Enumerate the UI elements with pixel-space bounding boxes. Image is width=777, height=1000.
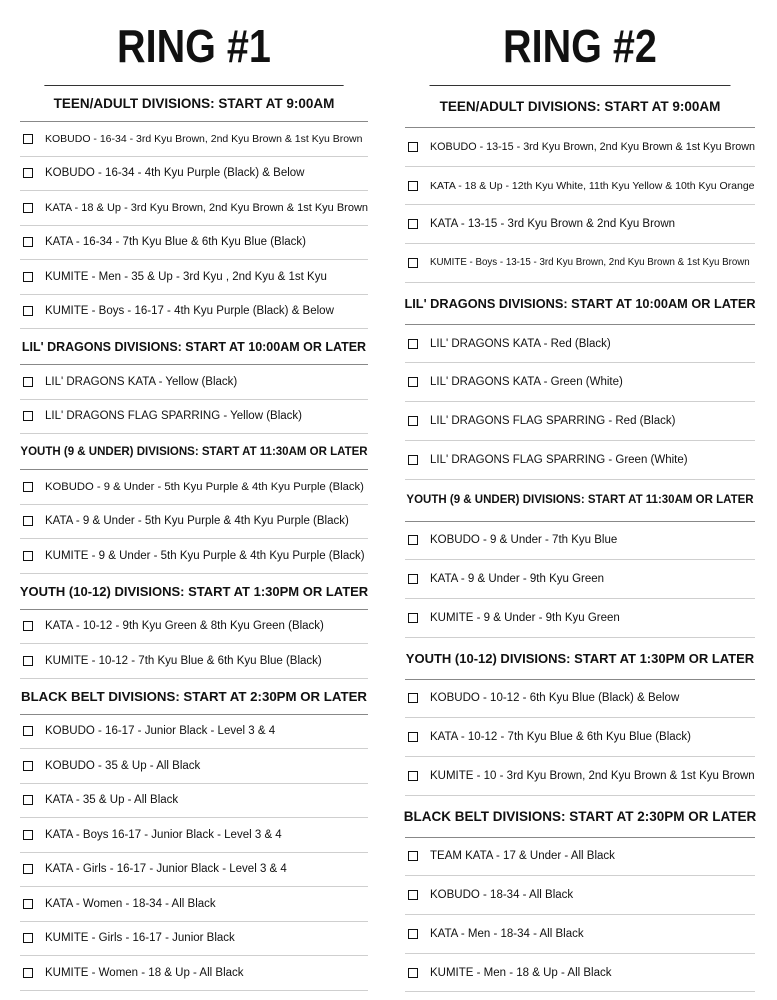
division-label: KUMITE - Men - 35 & Up - 3rd Kyu , 2nd Kyu & 1st Kyu — [45, 270, 327, 283]
division-label: KATA - 35 & Up - All Black — [45, 794, 179, 807]
checkbox-icon[interactable] — [408, 455, 418, 465]
division-item — [405, 954, 755, 993]
division-label: TEAM KATA - 17 & Under - All Black — [430, 850, 615, 863]
division-label: KOBUDO - 9 & Under - 7th Kyu Blue — [430, 534, 618, 547]
division-item — [20, 157, 368, 192]
section-heading: TEEN/ADULT DIVISIONS: START AT 9:00AM — [405, 86, 755, 128]
division-label: KATA - 18 & Up - 12th Kyu White, 11th Kyu Yellow & 10th Kyu Orange — [430, 179, 755, 192]
checkbox-icon[interactable] — [408, 142, 418, 152]
checkbox-icon[interactable] — [23, 168, 33, 178]
division-item — [405, 244, 755, 283]
division-label: KOBUDO - 16-34 - 4th Kyu Purple (Black) & Below — [45, 167, 305, 180]
division-label: KATA - Girls - 16-17 - Junior Black - Level 3 & 4 — [45, 863, 287, 876]
checkbox-icon[interactable] — [23, 726, 33, 736]
division-label: KATA - 16-34 - 7th Kyu Blue & 6th Kyu Blue (Black) — [45, 236, 307, 249]
checkbox-icon[interactable] — [408, 416, 418, 426]
division-item — [405, 915, 755, 954]
checkbox-icon[interactable] — [408, 377, 418, 387]
division-label: KUMITE - 10-12 - 7th Kyu Blue & 6th Kyu Blue (Black) — [45, 654, 322, 667]
checkbox-icon[interactable] — [23, 516, 33, 526]
division-item — [405, 363, 755, 402]
checkbox-icon[interactable] — [23, 830, 33, 840]
division-item — [20, 226, 368, 261]
division-label: KOBUDO - 13-15 - 3rd Kyu Brown, 2nd Kyu Brown & 1st Kyu Brown — [430, 140, 756, 153]
division-item — [20, 260, 368, 295]
division-label: LIL' DRAGONS KATA - Green (White) — [430, 376, 623, 389]
division-label: KATA - 10-12 - 9th Kyu Green & 8th Kyu Green (Black) — [45, 620, 324, 633]
division-label: KUMITE - Boys - 16-17 - 4th Kyu Purple (Black) & Below — [45, 305, 334, 318]
division-item — [20, 400, 368, 435]
division-label: KUMITE - 9 & Under - 5th Kyu Purple & 4th Kyu Purple (Black) — [45, 549, 365, 562]
division-label: KOBUDO - 9 & Under - 5th Kyu Purple & 4th Kyu Purple (Black) — [45, 480, 364, 493]
division-item — [20, 715, 368, 750]
division-item — [405, 599, 755, 638]
division-item — [20, 295, 368, 330]
division-item — [405, 205, 755, 244]
division-item — [405, 441, 755, 480]
division-item — [20, 818, 368, 853]
section-heading: LIL' DRAGONS DIVISIONS: START AT 10:00AM OR LATER — [20, 329, 368, 365]
checkbox-icon[interactable] — [23, 306, 33, 316]
division-item — [20, 470, 368, 505]
division-item — [20, 122, 368, 157]
checkbox-icon[interactable] — [408, 535, 418, 545]
checkbox-icon[interactable] — [23, 761, 33, 771]
division-item — [405, 838, 755, 877]
section-heading: LIL' DRAGONS DIVISIONS: START AT 10:00AM OR LATER — [405, 283, 755, 325]
checkbox-icon[interactable] — [23, 621, 33, 631]
division-label: KOBUDO - 35 & Up - All Black — [45, 759, 201, 772]
division-item — [20, 539, 368, 574]
checkbox-icon[interactable] — [408, 968, 418, 978]
ring-1-title: RING #1 — [44, 0, 343, 86]
checkbox-icon[interactable] — [23, 377, 33, 387]
division-item — [405, 718, 755, 757]
ring-1-list — [20, 86, 368, 991]
checkbox-icon[interactable] — [23, 134, 33, 144]
checkbox-icon[interactable] — [23, 411, 33, 421]
division-item — [20, 644, 368, 679]
checkbox-icon[interactable] — [408, 339, 418, 349]
division-label: KOBUDO - 16-34 - 3rd Kyu Brown, 2nd Kyu Brown & 1st Kyu Brown — [45, 132, 363, 145]
checkbox-icon[interactable] — [408, 851, 418, 861]
division-item — [20, 610, 368, 645]
division-item — [405, 128, 755, 167]
division-item — [20, 956, 368, 991]
checkbox-icon[interactable] — [23, 272, 33, 282]
division-item — [20, 191, 368, 226]
division-label: KUMITE - Boys - 13-15 - 3rd Kyu Brown, 2nd Kyu Brown & 1st Kyu Brown — [430, 257, 750, 269]
division-item — [20, 784, 368, 819]
ring-2-title: RING #2 — [430, 0, 731, 86]
section-heading: BLACK BELT DIVISIONS: START AT 2:30PM OR LATER — [405, 796, 755, 838]
checkbox-icon[interactable] — [408, 613, 418, 623]
division-item — [20, 749, 368, 784]
division-item — [20, 887, 368, 922]
checkbox-icon[interactable] — [408, 574, 418, 584]
ring-1-column — [20, 0, 368, 1000]
division-item — [405, 402, 755, 441]
division-item — [405, 167, 755, 206]
division-item — [20, 922, 368, 957]
ring-2-column — [405, 0, 755, 1000]
division-label: KUMITE - Men - 18 & Up - All Black — [430, 966, 612, 979]
division-label: LIL' DRAGONS KATA - Red (Black) — [430, 337, 611, 350]
division-label: KUMITE - Women - 18 & Up - All Black — [45, 966, 244, 979]
division-item — [20, 505, 368, 540]
checkbox-icon[interactable] — [408, 181, 418, 191]
division-label: LIL' DRAGONS FLAG SPARRING - Yellow (Black) — [45, 410, 302, 423]
division-item — [405, 680, 755, 719]
division-label: KATA - 10-12 - 7th Kyu Blue & 6th Kyu Blue (Black) — [430, 731, 692, 744]
division-item — [20, 365, 368, 400]
division-label: KATA - Men - 18-34 - All Black — [430, 927, 584, 940]
checkbox-icon[interactable] — [23, 864, 33, 874]
section-heading: YOUTH (10-12) DIVISIONS: START AT 1:30PM OR LATER — [20, 574, 368, 610]
section-heading: TEEN/ADULT DIVISIONS: START AT 9:00AM — [20, 86, 368, 122]
checkbox-icon[interactable] — [408, 929, 418, 939]
division-label: KATA - 18 & Up - 3rd Kyu Brown, 2nd Kyu Brown & 1st Kyu Brown — [45, 201, 369, 214]
division-label: KATA - 13-15 - 3rd Kyu Brown & 2nd Kyu Brown — [430, 218, 676, 231]
checkbox-icon[interactable] — [23, 968, 33, 978]
checkbox-icon[interactable] — [408, 693, 418, 703]
division-label: KATA - Women - 18-34 - All Black — [45, 897, 216, 910]
division-item — [20, 853, 368, 888]
checkbox-icon[interactable] — [408, 219, 418, 229]
checkbox-icon[interactable] — [23, 933, 33, 943]
division-label: KATA - 9 & Under - 9th Kyu Green — [430, 573, 605, 586]
division-label: LIL' DRAGONS KATA - Yellow (Black) — [45, 375, 238, 388]
division-label: KOBUDO - 10-12 - 6th Kyu Blue (Black) & Below — [430, 692, 680, 705]
division-label: KUMITE - 10 - 3rd Kyu Brown, 2nd Kyu Brown & 1st Kyu Brown — [430, 769, 755, 782]
checkbox-icon[interactable] — [23, 203, 33, 213]
checkbox-icon[interactable] — [408, 890, 418, 900]
division-item — [405, 757, 755, 796]
checkbox-icon[interactable] — [23, 237, 33, 247]
division-item — [405, 522, 755, 561]
checkbox-icon[interactable] — [23, 899, 33, 909]
division-label: KOBUDO - 18-34 - All Black — [430, 889, 574, 902]
division-item — [405, 876, 755, 915]
section-heading: YOUTH (9 & UNDER) DIVISIONS: START AT 11:30AM OR LATER — [20, 434, 368, 470]
division-item — [405, 560, 755, 599]
division-label: LIL' DRAGONS FLAG SPARRING - Red (Black) — [430, 414, 676, 427]
division-label: KUMITE - 9 & Under - 9th Kyu Green — [430, 611, 620, 624]
division-label: KUMITE - Girls - 16-17 - Junior Black — [45, 932, 235, 945]
checkbox-icon[interactable] — [23, 551, 33, 561]
division-label: KATA - Boys 16-17 - Junior Black - Level 3 & 4 — [45, 828, 282, 841]
checkbox-icon[interactable] — [408, 771, 418, 781]
checkbox-icon[interactable] — [23, 795, 33, 805]
section-heading: YOUTH (9 & UNDER) DIVISIONS: START AT 11:30AM OR LATER — [405, 480, 755, 522]
section-heading: BLACK BELT DIVISIONS: START AT 2:30PM OR LATER — [20, 679, 368, 715]
division-label: LIL' DRAGONS FLAG SPARRING - Green (White) — [430, 453, 688, 466]
checkbox-icon[interactable] — [23, 656, 33, 666]
division-label: KATA - 9 & Under - 5th Kyu Purple & 4th Kyu Purple (Black) — [45, 515, 349, 528]
checkbox-icon[interactable] — [408, 258, 418, 268]
division-item — [405, 325, 755, 364]
ring-2-list — [405, 86, 755, 992]
checkbox-icon[interactable] — [23, 482, 33, 492]
checkbox-icon[interactable] — [408, 732, 418, 742]
division-label: KOBUDO - 16-17 - Junior Black - Level 3 & 4 — [45, 725, 276, 738]
section-heading: YOUTH (10-12) DIVISIONS: START AT 1:30PM OR LATER — [405, 638, 755, 680]
